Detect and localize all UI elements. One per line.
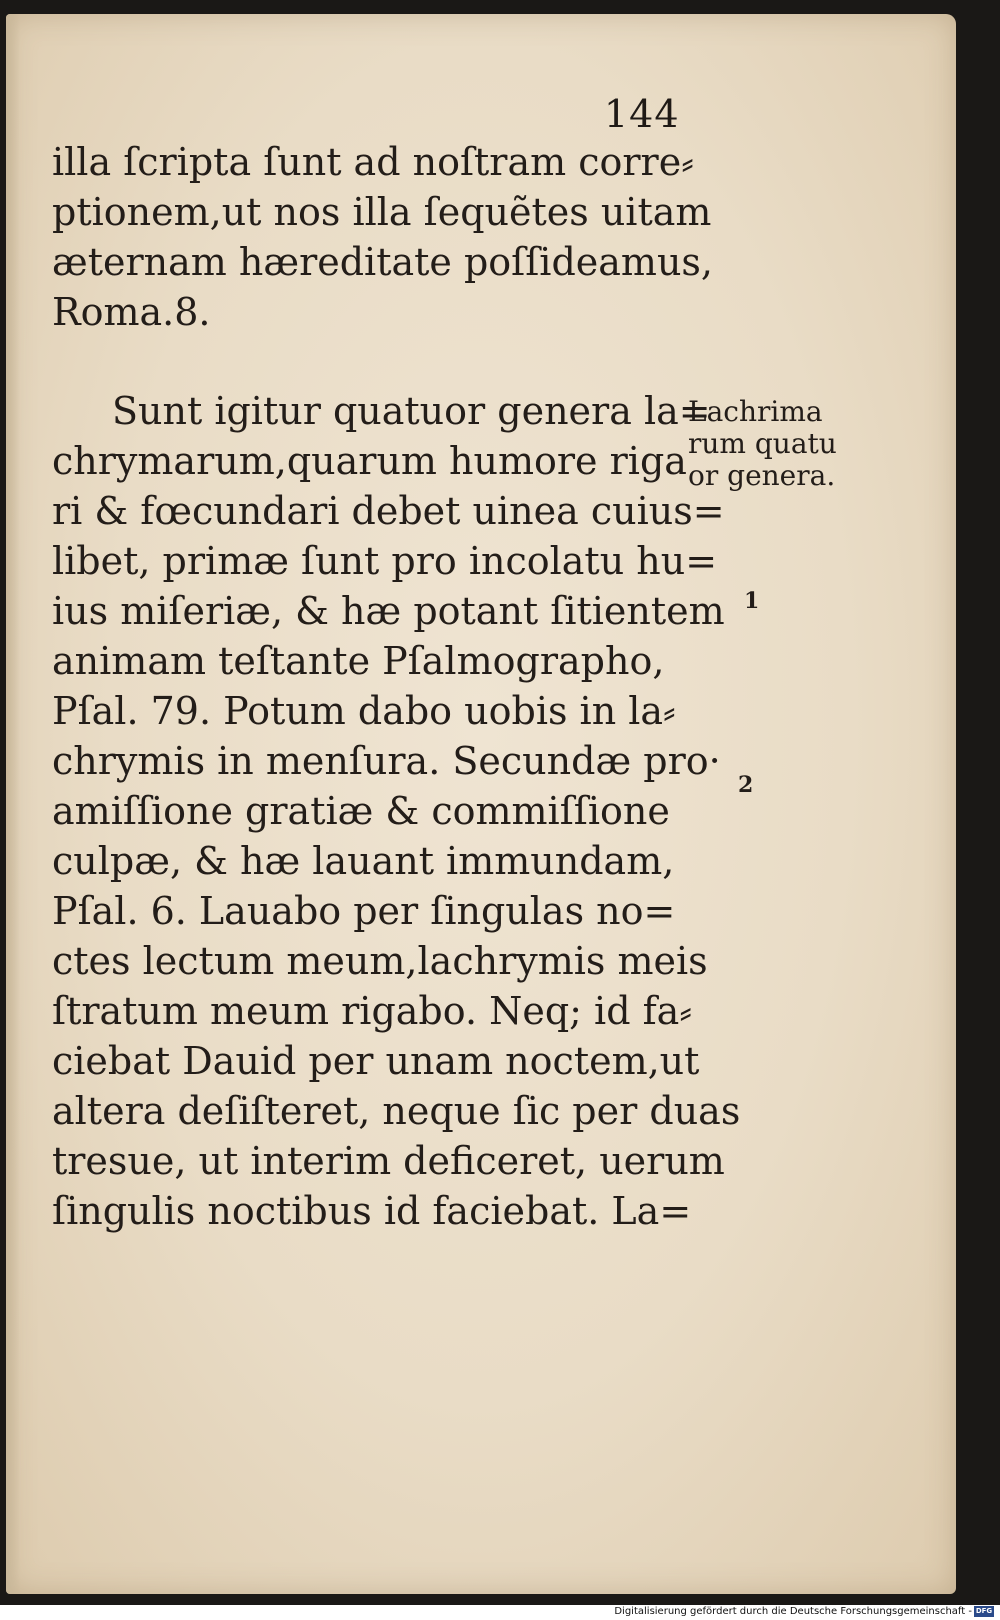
text-line: ciebat Dauid per unam noctem,ut: [52, 1039, 700, 1083]
margin-marker-first: 1: [744, 588, 760, 614]
margin-note: [688, 396, 868, 492]
text-line: altera deſiſteret, neque ſic per duas: [52, 1089, 741, 1133]
text-line: chrymis in menſura. Secundæ pro·: [52, 739, 721, 783]
text-line: ſtratum meum rigabo. Neq; id fa⸗: [52, 989, 692, 1033]
text-line: culpæ, & hæ lauant immundam,: [52, 839, 675, 883]
paragraph-gap: [52, 337, 692, 386]
margin-note-line: Lachrima: [688, 395, 823, 428]
footer-credit: Digitalisierung gefördert durch die Deutsche Forschungsgemeinschaft -: [614, 1606, 972, 1617]
text-line: illa ſcripta ſunt ad noſtram corre⸗: [52, 140, 694, 184]
page-number: 144: [604, 92, 680, 136]
text-line: Pſal. 6. Lauabo per ſingulas no=: [52, 889, 676, 933]
dfg-logo: DFG: [975, 1607, 993, 1615]
text-line: ctes lectum meum,lachrymis meis: [52, 939, 708, 983]
text-line: tresue, ut interim deficeret, uerum: [52, 1139, 725, 1183]
text-line: Roma.8.: [52, 290, 211, 334]
page-binding-edge: [6, 14, 20, 1594]
text-line: æternam hæreditate poſſideamus,: [52, 240, 714, 284]
text-line: ſingulis noctibus id faciebat. La=: [52, 1189, 692, 1233]
text-line: ius miſeriæ, & hæ potant ſitientem: [52, 589, 725, 633]
text-line: Sunt igitur quatuor genera la=: [112, 389, 711, 433]
text-line: animam teſtante Pſalmographo,: [52, 639, 665, 683]
margin-marker-second: 2: [738, 772, 754, 798]
text-line: ptionem,ut nos illa ſequẽtes uitam: [52, 190, 712, 234]
text-line: chrymarum,quarum humore riga: [52, 439, 687, 483]
main-text: [52, 137, 741, 1236]
text-line: Pſal. 79. Potum dabo uobis in la⸗: [52, 689, 676, 733]
text-line: libet, primæ ſunt pro incolatu hu=: [52, 539, 718, 583]
margin-note-line: or genera.: [688, 459, 836, 492]
text-line: ri & fœcundari debet uinea cuius=: [52, 489, 725, 533]
text-line: amiſſione gratiæ & commiſſione: [52, 789, 670, 833]
margin-note-line: rum quatu: [688, 427, 837, 460]
